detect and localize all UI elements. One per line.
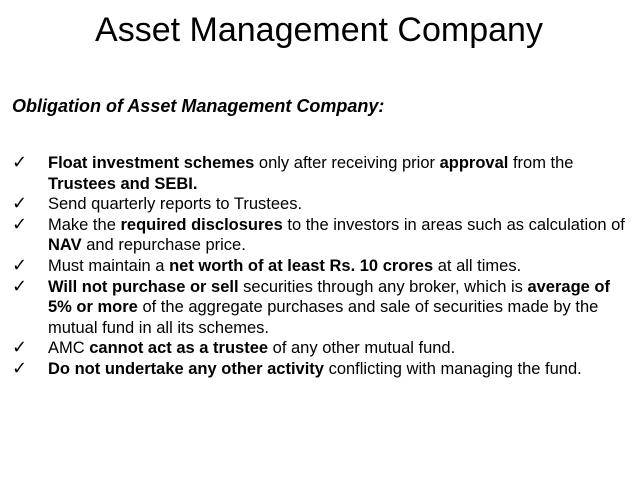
- check-icon: ✓: [12, 213, 28, 235]
- bold-text: required disclosures: [120, 215, 283, 234]
- bold-text: net worth of at least Rs. 10 crores: [169, 256, 434, 275]
- list-item: [12, 338, 627, 359]
- list-item: [12, 277, 627, 339]
- check-icon: ✓: [12, 357, 28, 379]
- text: only after receiving prior: [254, 154, 440, 172]
- list-item: [12, 194, 627, 215]
- check-icon: ✓: [12, 275, 28, 297]
- text: at all times.: [433, 256, 522, 275]
- list-item: [12, 256, 627, 277]
- bold-text: cannot act as a trustee: [89, 339, 269, 358]
- check-icon: ✓: [12, 337, 28, 359]
- text: Send quarterly reports to Trustees.: [48, 195, 303, 214]
- obligations-list: [12, 153, 627, 380]
- text: from the: [508, 154, 574, 172]
- text: of any other mutual fund.: [268, 339, 456, 358]
- text: securities through any broker, which is: [238, 277, 528, 296]
- check-icon: ✓: [12, 152, 28, 173]
- text: conflicting with managing the fund.: [323, 359, 582, 378]
- bold-text: Trustees and SEBI.: [48, 174, 198, 193]
- list-item: [12, 359, 627, 380]
- check-icon: ✓: [12, 254, 28, 276]
- list-item: [12, 153, 627, 194]
- section-subtitle: Obligation of Asset Management Company:: [12, 96, 385, 116]
- text: and repurchase price.: [81, 236, 246, 255]
- text: of the aggregate purchases and sale of securities made by the mutual fund in all its schemes.: [48, 298, 599, 337]
- bold-text: Will not purchase or sell: [48, 277, 239, 296]
- bold-text: Float investment schemes: [48, 154, 255, 172]
- check-icon: ✓: [12, 193, 28, 215]
- page-title: Asset Management Company: [95, 11, 543, 49]
- bold-text: average of 5% or more: [48, 277, 610, 317]
- text: Make the: [48, 215, 121, 234]
- bold-text: Do not undertake any other activity: [48, 359, 324, 378]
- text: AMC: [48, 339, 90, 358]
- text: to the investors in areas such as calculation of: [282, 215, 625, 234]
- list-item: [12, 215, 627, 256]
- bold-text: NAV: [48, 236, 82, 255]
- text: Must maintain a: [48, 256, 170, 275]
- bold-text: approval: [439, 154, 509, 172]
